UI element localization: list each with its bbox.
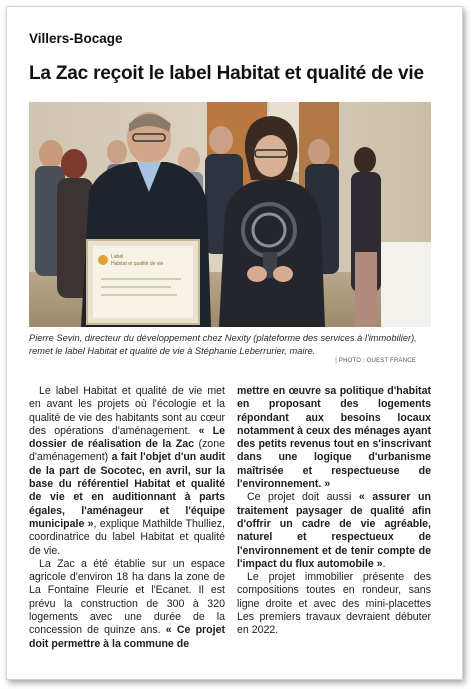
article-headline: La Zac reçoit le label Habitat et qualité de vie — [29, 63, 424, 84]
body-text: (zone d'aménagement) — [29, 438, 225, 464]
article-paragraph — [237, 385, 431, 491]
certificate-title: Label — [111, 254, 124, 260]
quoted-text: mettre en œuvre sa politique d'habitat en proposant des logements répondant aux besoins locaux notamment à ceux des ménages ayant des petits revenus tout en s'inscrivant dans une logique d'urbanisme maîtrisée et respectueuse de l'environnement. » — [237, 385, 431, 491]
article-column-left — [29, 385, 225, 651]
award-ceremony-photo — [29, 102, 431, 327]
body-text: Le label Habitat et qualité de vie met en avant les projets où l'écologie et la qualité de vie des habitants sont au cœur des opérations d'aménagement. — [29, 385, 225, 437]
article-photo — [29, 102, 431, 327]
certificate-subtitle: Habitat et qualité de vie — [111, 261, 164, 267]
body-text: La Zac a été établie sur un espace agricole d'environ 18 ha dans la zone de La Fontaine Fleurie et l'Ecanet. Il est prévu la construction de 300 à 320 logements avec une durée de la concession de quinze ans. — [29, 557, 225, 637]
body-text: . — [382, 557, 386, 570]
quoted-text: « assurer un traitement paysager de qualité afin d'offrir un cadre de vie agréable, naturel et respectueux de l'environnement et de tenir compte de l'impact du flux automobile » — [237, 491, 431, 570]
article-paragraph — [237, 571, 431, 637]
quoted-text: « Ce projet doit permettre à la commune de — [29, 624, 225, 650]
article-column-right — [237, 385, 431, 638]
photo-caption: Pierre Sevin, directeur du développement chez Nexity (plateforme des services à l'immobilier), remet le label Habitat et qualité de vie à Stéphanie Leberrurier, maire. — [29, 333, 417, 356]
section-title: Villers-Bocage — [29, 31, 123, 46]
quoted-text: « Le dossier de réalisation de la Zac — [29, 424, 225, 451]
quoted-text: a fait l'objet d'un audit de la part de Socotec, en avril, sur la base du référentiel Habitat et qualité de vie et en auditionnant à parts égales, l'aménageur et l'équipe municipale » — [29, 451, 225, 530]
article-paragraph — [237, 491, 431, 571]
photo-credit: | PHOTO : OUEST FRANCE — [335, 358, 416, 364]
body-text: Le projet immobilier présente des compositions toutes en rondeur, sans ligne droite et avec des mini-placettes Les premiers travaux devraient débuter en 2022. — [237, 571, 431, 637]
body-text: Ce projet doit aussi — [247, 491, 359, 504]
newspaper-clipping — [6, 6, 463, 680]
body-text: , explique Mathilde Thulliez, coordinatrice du label Habitat et qualité de vie. — [29, 517, 225, 557]
article-paragraph — [29, 558, 225, 651]
article-paragraph — [29, 385, 225, 558]
